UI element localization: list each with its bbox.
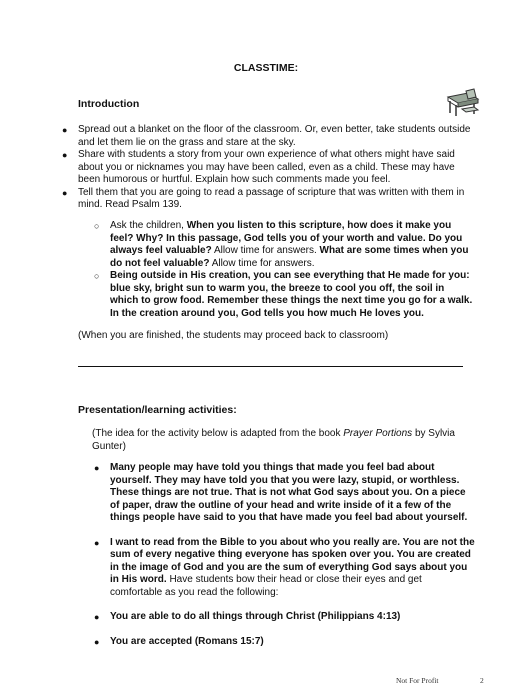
circle-bullet-icon: ○ <box>94 271 100 281</box>
list-item: ● You are accepted (Romans 15:7) <box>94 635 264 647</box>
section-divider <box>78 366 463 367</box>
discussion-sublist <box>94 220 474 320</box>
bullet-icon: ● <box>62 125 68 135</box>
circle-bullet-icon: ○ <box>94 221 100 231</box>
page-number: 2 <box>480 676 484 685</box>
list-item: ● Share with students a story from your own experience of what others might have said about you or nicknames you may have been called, even as a child. These may have been humorous or hurtful. Explain how such comments made you feel. <box>62 149 455 185</box>
list-item: ● Tell them that you are going to read a passage of scripture that was written with them in mind. Read Psalm 139. <box>62 186 465 210</box>
page-title: CLASSTIME: <box>233 62 299 74</box>
sub-list-item: ○ Ask the children, When you listen to this scripture, how does it make you feel? Why? In this passage, God tells you of your worth and value. Do you always feel valuable? Allow time for answers. What are some times when you do not feel valuable? Allow time for answers. <box>94 220 469 269</box>
sub-list-item: ○ Being outside in His creation, you can see everything that He made for you: blue sky, bright sun to warm you, the breeze to cool you off, the soil in which to grow food. Remember these things the next time you go for a walk. In the creation around you, God tells you how much He loves you. <box>94 270 473 319</box>
source-note: (The idea for the activity below is adapted from the book Prayer Portions by Sylvia Gunter) <box>92 428 455 452</box>
bullet-icon: ● <box>94 612 100 622</box>
list-item: ● You are able to do all things through Christ (Philippians 4:13) <box>94 611 401 622</box>
activity-list <box>94 462 476 648</box>
list-item: ● Many people may have told you things that made you feel bad about yourself. They may have told you that you were lazy, stupid, or worthless. These things are not true. That is not what God says about you. On a piece of paper, draw the outline of your head and write inside of it a few of the things people have said to you that have made you feel bad about yourself. <box>94 462 468 523</box>
bullet-icon: ● <box>94 636 100 647</box>
introduction-heading: Introduction <box>78 98 140 110</box>
list-item: ● Spread out a blanket on the floor of the classroom. Or, even better, take students outside and let them lie on the grass and stare at the sky. <box>62 124 471 148</box>
school-desk-icon <box>444 87 482 117</box>
footer-text: Not For Profit <box>396 676 439 685</box>
closing-note: (When you are finished, the students may proceed back to classroom) <box>78 330 389 341</box>
bullet-icon: ● <box>94 537 100 548</box>
bullet-icon: ● <box>62 187 68 198</box>
bullet-icon: ● <box>62 150 68 160</box>
presentation-heading: Presentation/learning activities: <box>78 404 237 416</box>
bullet-icon: ● <box>94 463 100 473</box>
list-item: ● I want to read from the Bible to you about who you really are. You are not the sum of every negative thing everyone has spoken over you. You are created in the image of God and you are the sum of everything God says about you in His word. Have students bow their head or close their eyes and get comfortable as you read the following: <box>94 536 475 598</box>
introduction-list <box>62 124 478 212</box>
